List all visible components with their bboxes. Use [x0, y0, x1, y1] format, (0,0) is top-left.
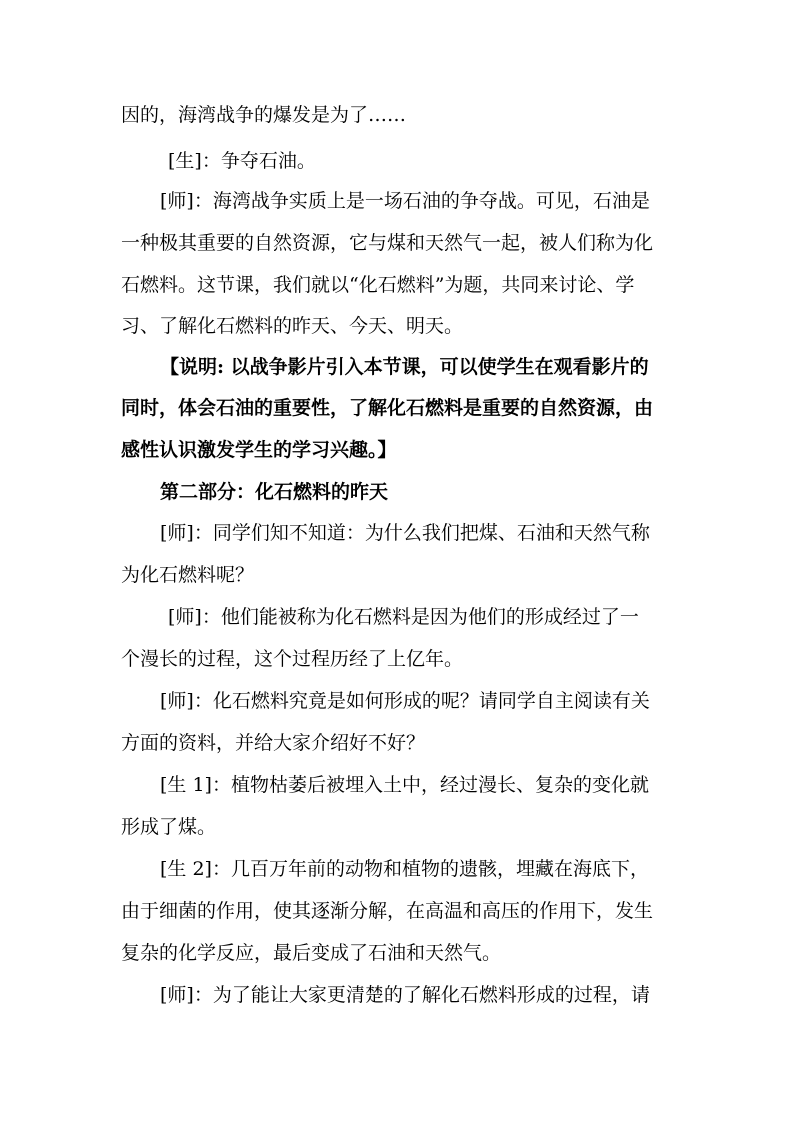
text-line: [生 2]：几百万年前的动物和植物的遗骸，埋藏在海底下， — [160, 858, 649, 880]
text-line: 为化石燃料呢？ — [121, 564, 255, 586]
text-line: 复杂的化学反应，最后变成了石油和天然气。 — [121, 942, 502, 964]
text-line: 因的，海湾战争的爆发是为了…… — [121, 104, 407, 126]
section-heading: 第二部分：化石燃料的昨天 — [160, 481, 389, 503]
text-line: [师]：他们能被称为化石燃料是因为他们的形成经过了一 — [168, 606, 639, 628]
text-line: [师]：为了能让大家更清楚的了解化石燃料形成的过程，请 — [160, 984, 650, 1006]
text-line: 个漫长的过程，这个过程历经了上亿年。 — [121, 648, 464, 670]
text-line: 形成了煤。 — [121, 816, 217, 838]
text-line: [师]：化石燃料究竟是如何形成的呢？请同学自主阅读有关 — [160, 690, 650, 712]
text-line: [生]：争夺石油。 — [168, 150, 316, 172]
text-line: 一种极其重要的自然资源，它与煤和天然气一起，被人们称为化 — [121, 232, 654, 254]
note-line: 同时，体会石油的重要性，了解化石燃料是重要的自然资源，由 — [121, 397, 654, 419]
text-line: 方面的资料，并给大家介绍好不好？ — [121, 732, 426, 754]
text-line: 由于细菌的作用，使其逐渐分解，在高温和高压的作用下，发生 — [121, 900, 654, 922]
text-line: [师]：海湾战争实质上是一场石油的争夺战。可见，石油是 — [160, 190, 650, 212]
note-line: 感性认识激发学生的学习兴趣。】 — [121, 439, 397, 461]
note-line: 【说明: 以战争影片引入本节课，可以使学生在观看影片的 — [160, 356, 649, 378]
text-line: [师]：同学们知不知道：为什么我们把煤、石油和天然气称 — [160, 522, 650, 544]
text-line: 习、了解化石燃料的昨天、今天、明天。 — [121, 315, 464, 337]
text-line: 石燃料。这节课，我们就以“化石燃料”为题，共同来讨论、学 — [121, 274, 635, 296]
text-line: [生 1]：植物枯萎后被埋入土中，经过漫长、复杂的变化就 — [160, 774, 649, 796]
